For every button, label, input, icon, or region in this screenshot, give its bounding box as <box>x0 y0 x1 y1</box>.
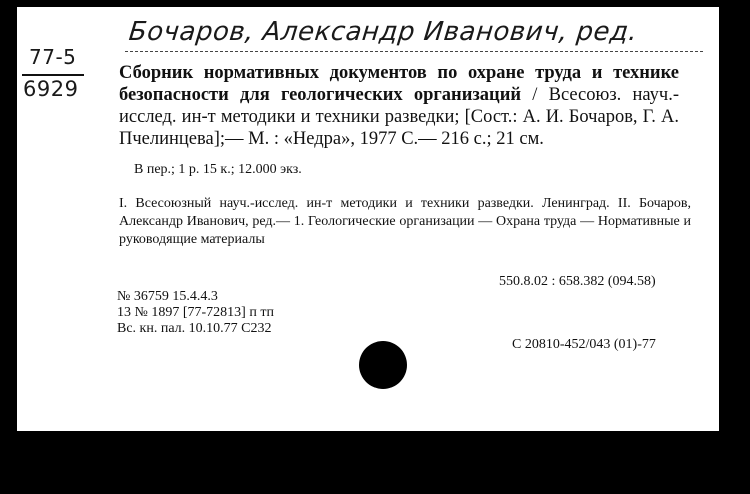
call-number-bottom: 6929 <box>23 77 79 101</box>
handwritten-heading: Бочаров, Александр Иванович, ред. <box>127 17 639 47</box>
call-number-top: 77-5 <box>29 45 77 69</box>
price-line: В пер.; 1 р. 15 к.; 12.000 экз. <box>134 162 302 177</box>
heading-underline <box>125 51 703 52</box>
number-line-3: Вс. кн. пал. 10.10.77 С232 <box>117 321 272 336</box>
catalog-card <box>17 7 719 431</box>
udc-index: 550.8.02 : 658.382 (094.58) <box>499 274 656 289</box>
number-line-1: № 36759 15.4.4.3 <box>117 289 218 304</box>
punch-hole <box>359 341 407 389</box>
classification-code: С 20810-452/043 (01)-77 <box>512 337 656 352</box>
number-line-2: 13 № 1897 [77-72813] п тп <box>117 305 274 320</box>
bibliographic-entry <box>119 62 679 150</box>
entry-details: / Всесоюз. науч.-исслед. ин-т методики и техники разведки; [Сост.: А. И. Бочаров, Г. А. Пчелинцева];— М. : «Недра», 1977 С.— 216 с.; 21 см. <box>119 85 679 149</box>
call-number-divider <box>22 74 84 76</box>
tracings: I. Всесоюзный науч.-исслед. ин-т методики и техники разведки. Ленинград. II. Бочаров, Александр Иванович, ред.— 1. Геологические организации — Охрана труда — Нормативные и руководящие материалы <box>119 196 691 247</box>
entry-title: Сборник нормативных документов по охране труда и технике безопасности для геологических организаций <box>119 63 679 105</box>
registration-numbers <box>117 289 274 337</box>
